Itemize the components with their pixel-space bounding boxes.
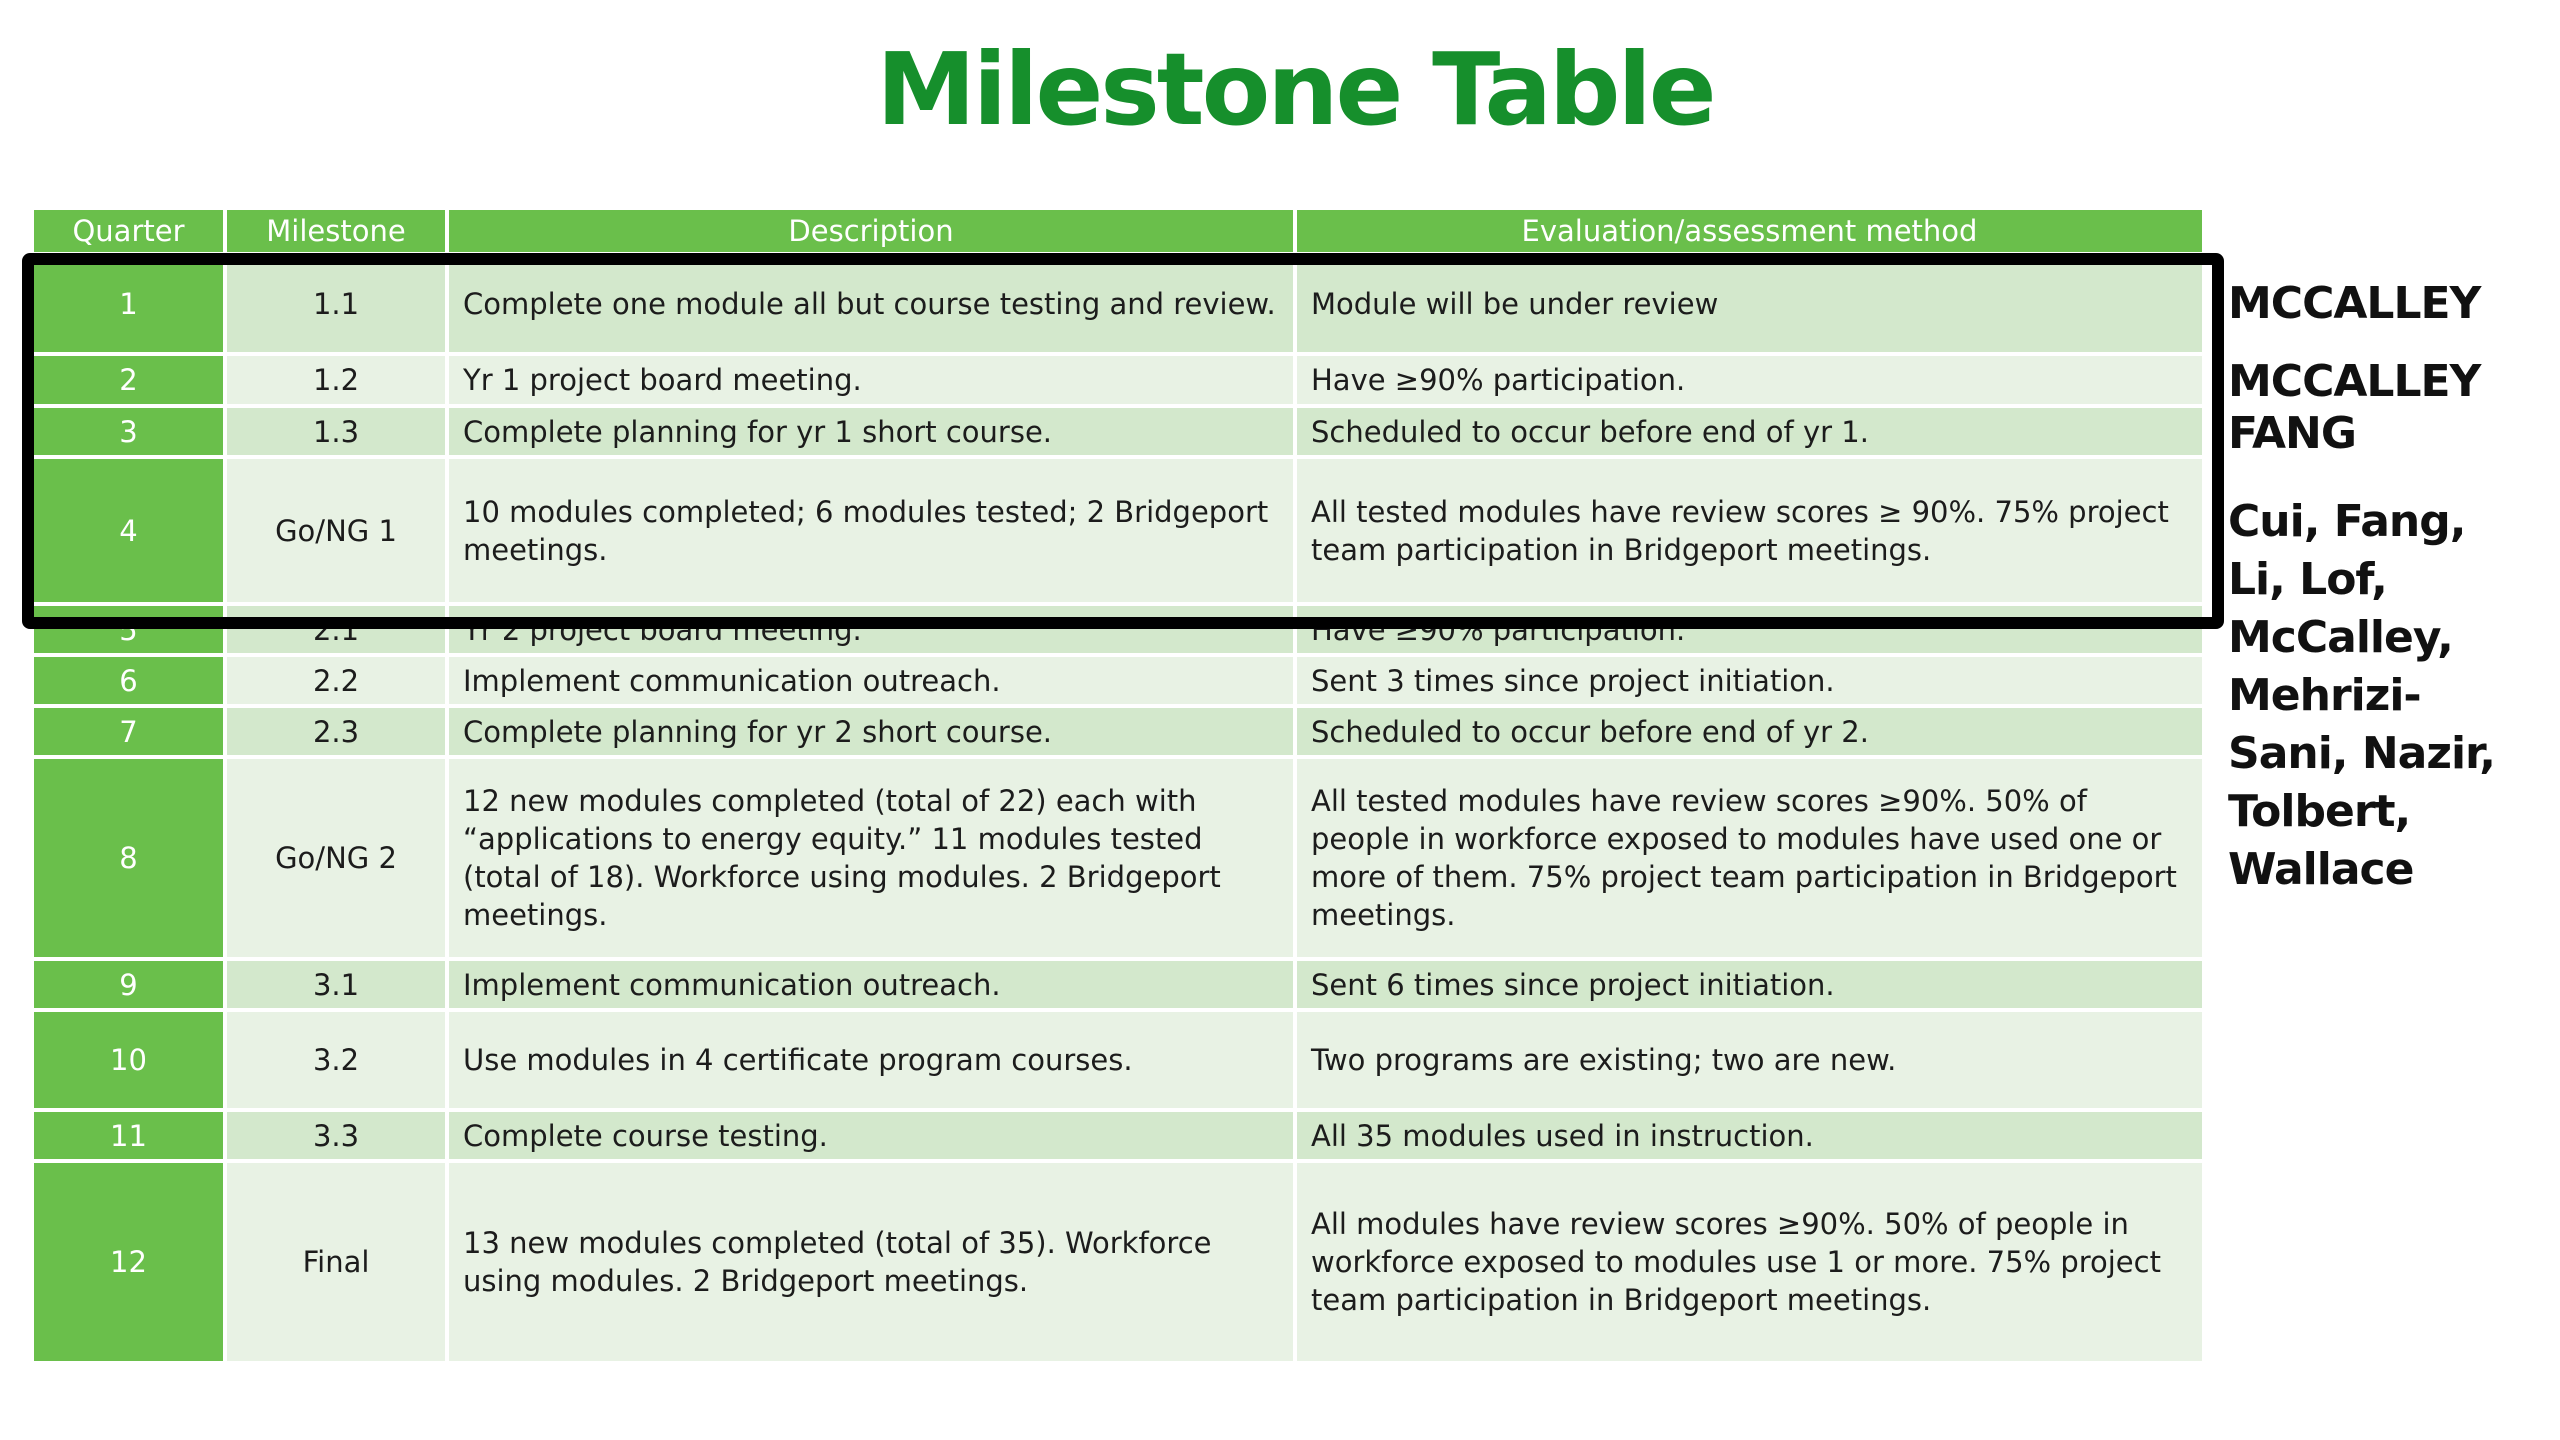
cell-description: Implement communication outreach. xyxy=(447,655,1295,706)
table-row xyxy=(32,254,2204,354)
cell-description: Yr 2 project board meeting. xyxy=(447,604,1295,655)
table-row xyxy=(32,604,2204,655)
cell-milestone: 3.3 xyxy=(225,1110,447,1161)
table-row xyxy=(32,457,2204,604)
table-row xyxy=(32,1161,2204,1363)
cell-quarter: 5 xyxy=(32,604,225,655)
cell-milestone: 1.2 xyxy=(225,354,447,406)
table-row xyxy=(32,706,2204,757)
cell-evaluation: All 35 modules used in instruction. xyxy=(1295,1110,2204,1161)
table-row xyxy=(32,406,2204,457)
cell-description: Yr 1 project board meeting. xyxy=(447,354,1295,406)
header-evaluation: Evaluation/assessment method xyxy=(1295,208,2204,254)
table-row xyxy=(32,655,2204,706)
cell-quarter: 12 xyxy=(32,1161,225,1363)
table-row xyxy=(32,1010,2204,1110)
cell-milestone: 2.1 xyxy=(225,604,447,655)
cell-description: Complete one module all but course testing and review. xyxy=(447,254,1295,354)
cell-evaluation: Sent 6 times since project initiation. xyxy=(1295,959,2204,1010)
table-header-row xyxy=(32,208,2204,254)
cell-evaluation: All tested modules have review scores ≥ 90%. 75% project team participation in Bridgeport meetings. xyxy=(1295,457,2204,604)
cell-description: Complete planning for yr 2 short course. xyxy=(447,706,1295,757)
table-row xyxy=(32,1110,2204,1161)
cell-milestone: Go/NG 1 xyxy=(225,457,447,604)
cell-quarter: 9 xyxy=(32,959,225,1010)
cell-evaluation: Have ≥90% participation. xyxy=(1295,604,2204,655)
cell-description: Complete planning for yr 1 short course. xyxy=(447,406,1295,457)
cell-evaluation: All tested modules have review scores ≥90%. 50% of people in workforce exposed to modules have used one or more of them. 75% project team participation in Bridgeport meetings. xyxy=(1295,757,2204,959)
cell-evaluation: Module will be under review xyxy=(1295,254,2204,354)
cell-milestone: 1.1 xyxy=(225,254,447,354)
cell-description: Implement communication outreach. xyxy=(447,959,1295,1010)
cell-quarter: 3 xyxy=(32,406,225,457)
table-row xyxy=(32,959,2204,1010)
cell-evaluation: Scheduled to occur before end of yr 1. xyxy=(1295,406,2204,457)
cell-description: 12 new modules completed (total of 22) each with “applications to energy equity.” 11 modules tested (total of 18). Workforce using modules. 2 Bridgeport meetings. xyxy=(447,757,1295,959)
cell-milestone: 2.2 xyxy=(225,655,447,706)
table-row xyxy=(32,354,2204,406)
cell-evaluation: Scheduled to occur before end of yr 2. xyxy=(1295,706,2204,757)
cell-quarter: 1 xyxy=(32,254,225,354)
cell-quarter: 6 xyxy=(32,655,225,706)
cell-quarter: 4 xyxy=(32,457,225,604)
cell-description: 13 new modules completed (total of 35). Workforce using modules. 2 Bridgeport meetings. xyxy=(447,1161,1295,1363)
cell-milestone: 3.1 xyxy=(225,959,447,1010)
cell-quarter: 2 xyxy=(32,354,225,406)
cell-quarter: 10 xyxy=(32,1010,225,1110)
cell-evaluation: Sent 3 times since project initiation. xyxy=(1295,655,2204,706)
cell-description: Use modules in 4 certificate program courses. xyxy=(447,1010,1295,1110)
cell-milestone: Final xyxy=(225,1161,447,1363)
header-quarter: Quarter xyxy=(32,208,225,254)
header-milestone: Milestone xyxy=(225,208,447,254)
cell-milestone: 2.3 xyxy=(225,706,447,757)
side-note-q2: MCCALLEY xyxy=(2228,356,2481,407)
cell-description: 10 modules completed; 6 modules tested; 2 Bridgeport meetings. xyxy=(447,457,1295,604)
table-row xyxy=(32,757,2204,959)
cell-evaluation: Have ≥90% participation. xyxy=(1295,354,2204,406)
cell-quarter: 11 xyxy=(32,1110,225,1161)
side-note-q1: MCCALLEY xyxy=(2228,278,2481,329)
cell-evaluation: All modules have review scores ≥90%. 50% of people in workforce exposed to modules use 1 or more. 75% project team participation in Bridgeport meetings. xyxy=(1295,1161,2204,1363)
slide-title: Milestone Table xyxy=(876,31,1714,148)
side-note-q4: Cui, Fang, Li, Lof, McCalley, Mehrizi-Sani, Nazir, Tolbert, Wallace xyxy=(2228,496,2495,895)
cell-evaluation: Two programs are existing; two are new. xyxy=(1295,1010,2204,1110)
cell-quarter: 7 xyxy=(32,706,225,757)
cell-milestone: Go/NG 2 xyxy=(225,757,447,959)
cell-description: Complete course testing. xyxy=(447,1110,1295,1161)
milestone-table xyxy=(30,206,2206,1365)
side-note-q3: FANG xyxy=(2228,408,2356,459)
cell-quarter: 8 xyxy=(32,757,225,959)
header-description: Description xyxy=(447,208,1295,254)
cell-milestone: 1.3 xyxy=(225,406,447,457)
cell-milestone: 3.2 xyxy=(225,1010,447,1110)
